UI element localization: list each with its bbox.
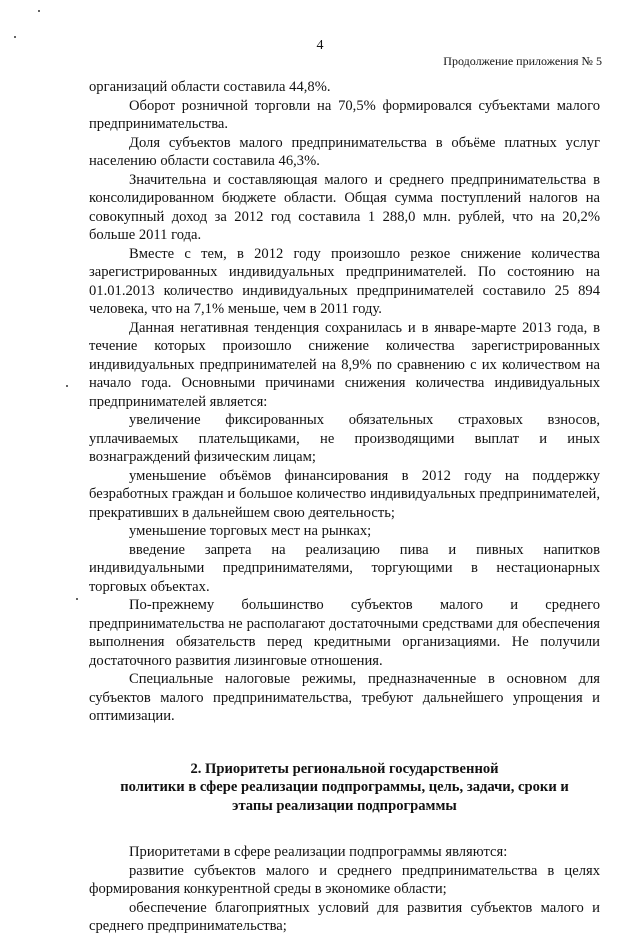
paragraph: Приоритетами в сфере реализации подпрограммы являются: (129, 844, 508, 860)
section-heading-line-2: политики в сфере реализации подпрограммы, цель, задачи, сроки и (120, 779, 569, 795)
scan-speck (38, 10, 40, 12)
paragraphs-after-heading (89, 843, 600, 936)
document-body (89, 78, 600, 936)
section-heading (89, 760, 600, 816)
paragraph: организаций области составила 44,8%. (89, 79, 331, 95)
paragraph: Значительна и составляющая малого и среднего предпринимательства в консолидированном бюджете области. Общая сумма поступлений налогов на совокупный доход за 2012 год составила 1 288,0 млн. рублей, что на 20,2% больше 2011 года. (89, 171, 600, 243)
paragraph: обеспечение благоприятных условий для развития субъектов малого и среднего предпринимательства; (89, 899, 600, 934)
paragraph: Специальные налоговые режимы, предназначенные в основном для субъектов малого предпринимательства, требуют дальнейшего упрощения и оптимизации. (89, 671, 600, 724)
paragraph: введение запрета на реализацию пива и пивных напитков индивидуальными предпринимателями, торгующими в нестационарных торговых объектах. (89, 541, 600, 595)
paragraph: Данная негативная тенденция сохранилась и в январе-марте 2013 года, в течение которых произошло снижение количества зарегистрированных индивидуальных предпринимателей на 8,9% по сравнению с их количеством на начало года. Основными причинами снижения количества индивидуальных предпринимателей является: (89, 319, 600, 410)
paragraph: Вместе с тем, в 2012 году произошло резкое снижение количества зарегистрированных индивидуальных предпринимателей. По состоянию на 01.01.2013 количество индивидуальных предпринимателей составило 25 894 человека, что на 7,1% меньше, чем в 2011 году. (89, 245, 600, 317)
appendix-note: Продолжение приложения № 5 (443, 54, 602, 68)
paragraph: Оборот розничной торговли на 70,5% формировался субъектами малого предпринимательства. (89, 97, 600, 132)
paragraph: развитие субъектов малого и среднего предпринимательства в целях формирования конкурентной среды в экономике области; (89, 862, 600, 897)
paragraph: уменьшение объёмов финансирования в 2012 году на поддержку безработных граждан и большое количество индивидуальных предпринимателей, прекративших в дальнейшем свою деятельность; (89, 467, 600, 521)
section-heading-line-3: этапы реализации подпрограммы (232, 797, 457, 814)
paragraphs-before-heading (89, 78, 600, 726)
scan-speck (66, 385, 68, 387)
paragraph: Доля субъектов малого предпринимательства в объёме платных услуг населению области составила 46,3%. (89, 134, 600, 169)
scan-speck (76, 598, 78, 600)
section-heading-line-1: 2. Приоритеты региональной государственной (190, 760, 499, 777)
page-number: 4 (316, 38, 324, 53)
paragraph: уменьшение торговых мест на рынках; (129, 523, 372, 539)
paragraph: увеличение фиксированных обязательных страховых взносов, уплачиваемых плательщиками, не производящими выплат и иных вознаграждений физическим лицам; (89, 412, 600, 465)
paragraph: По-прежнему большинство субъектов малого и среднего предпринимательства не располагают достаточными средствами для обеспечения выполнения обязательств перед кредитными организациями. Не получили достаточного развития лизинговые отношения. (89, 597, 600, 669)
